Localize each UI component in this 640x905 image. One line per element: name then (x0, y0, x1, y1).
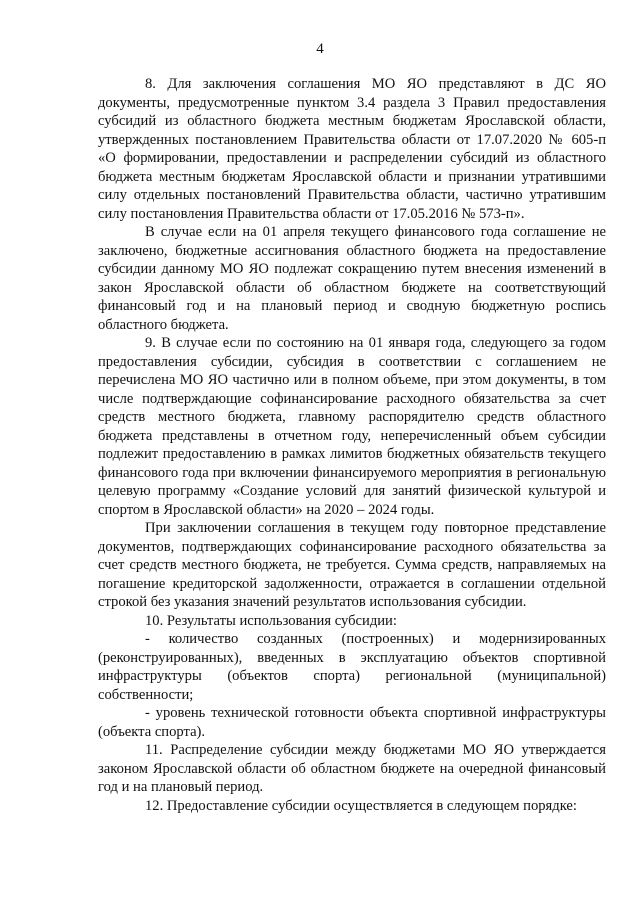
paragraph-12: 12. Предоставление субсидии осуществляется в следующем порядке: (145, 797, 577, 814)
paragraph-9-continuation: При заключении соглашения в текущем году повторное представление документов, подтверждающих софинансирование расходного обязательства за счет средств местного бюджета, не требуется. Сумма средств, направляемых на погашение кредиторской задолженности, отражается в соглашении отдельной строкой без указания значений результатов использования субсидии. (98, 520, 606, 610)
list-item-result-2: - уровень технической готовности объекта спортивной инфраструктуры (объекта спорта). (98, 705, 606, 740)
paragraph-8: 8. Для заключения соглашения МО ЯО представляют в ДС ЯО документы, предусмотренные пунктом 3.4 раздела 3 Правил предоставления субсидий из областного бюджета местным бюджетам Ярославской области, утвержденных постановлением Правительства области от 17.07.2020 № 605-п «О формировании, предоставлении и распределении субсидий из областного бюджета местным бюджетам Ярославской области и признании утратившими силу отдельных постановлений Правительства области, частично утратившим силу постановления Правительства области от 17.05.2016 № 573-п». (98, 76, 606, 222)
paragraph-9: 9. В случае если по состоянию на 01 января года, следующего за годом предоставления субсидии, субсидия в соответствии с соглашением не перечислена МО ЯО частично или в полном объеме, при этом документы, в том числе подтверждающие софинансирование расходного обязательства за счет средств местного бюджета, главному распорядителю средств областного бюджета представлены в отчетном году, неперечисленный объем субсидии подлежит предоставлению в рамках лимитов бюджетных обязательств текущего финансового года при включении финансируемого мероприятия в региональную целевую программу «Создание условий для занятий физической культурой и спортом в Ярославской области» на 2020 – 2024 годы. (98, 335, 606, 518)
page-number: 4 (316, 41, 324, 57)
list-item-result-1: - количество созданных (построенных) и модернизированных (реконструированных), введенных в эксплуатацию объектов спортивной инфраструктуры (объектов спорта) региональной (муниципальной) собственности; (98, 631, 606, 703)
paragraph-10: 10. Результаты использования субсидии: (145, 612, 397, 629)
paragraph-11: 11. Распределение субсидии между бюджетами МО ЯО утверждается законом Ярославской области об областном бюджете на очередной финансовый год и на плановый период. (98, 742, 606, 795)
paragraph-8-continuation: В случае если на 01 апреля текущего финансового года соглашение не заключено, бюджетные ассигнования областного бюджета на предоставление субсидии данному МО ЯО подлежат сокращению путем внесения изменений в закон Ярославской области об областном бюджете на соответствующий финансовый год и на плановый период и сводную бюджетную роспись областного бюджета. (98, 224, 606, 333)
document-body (98, 75, 606, 815)
